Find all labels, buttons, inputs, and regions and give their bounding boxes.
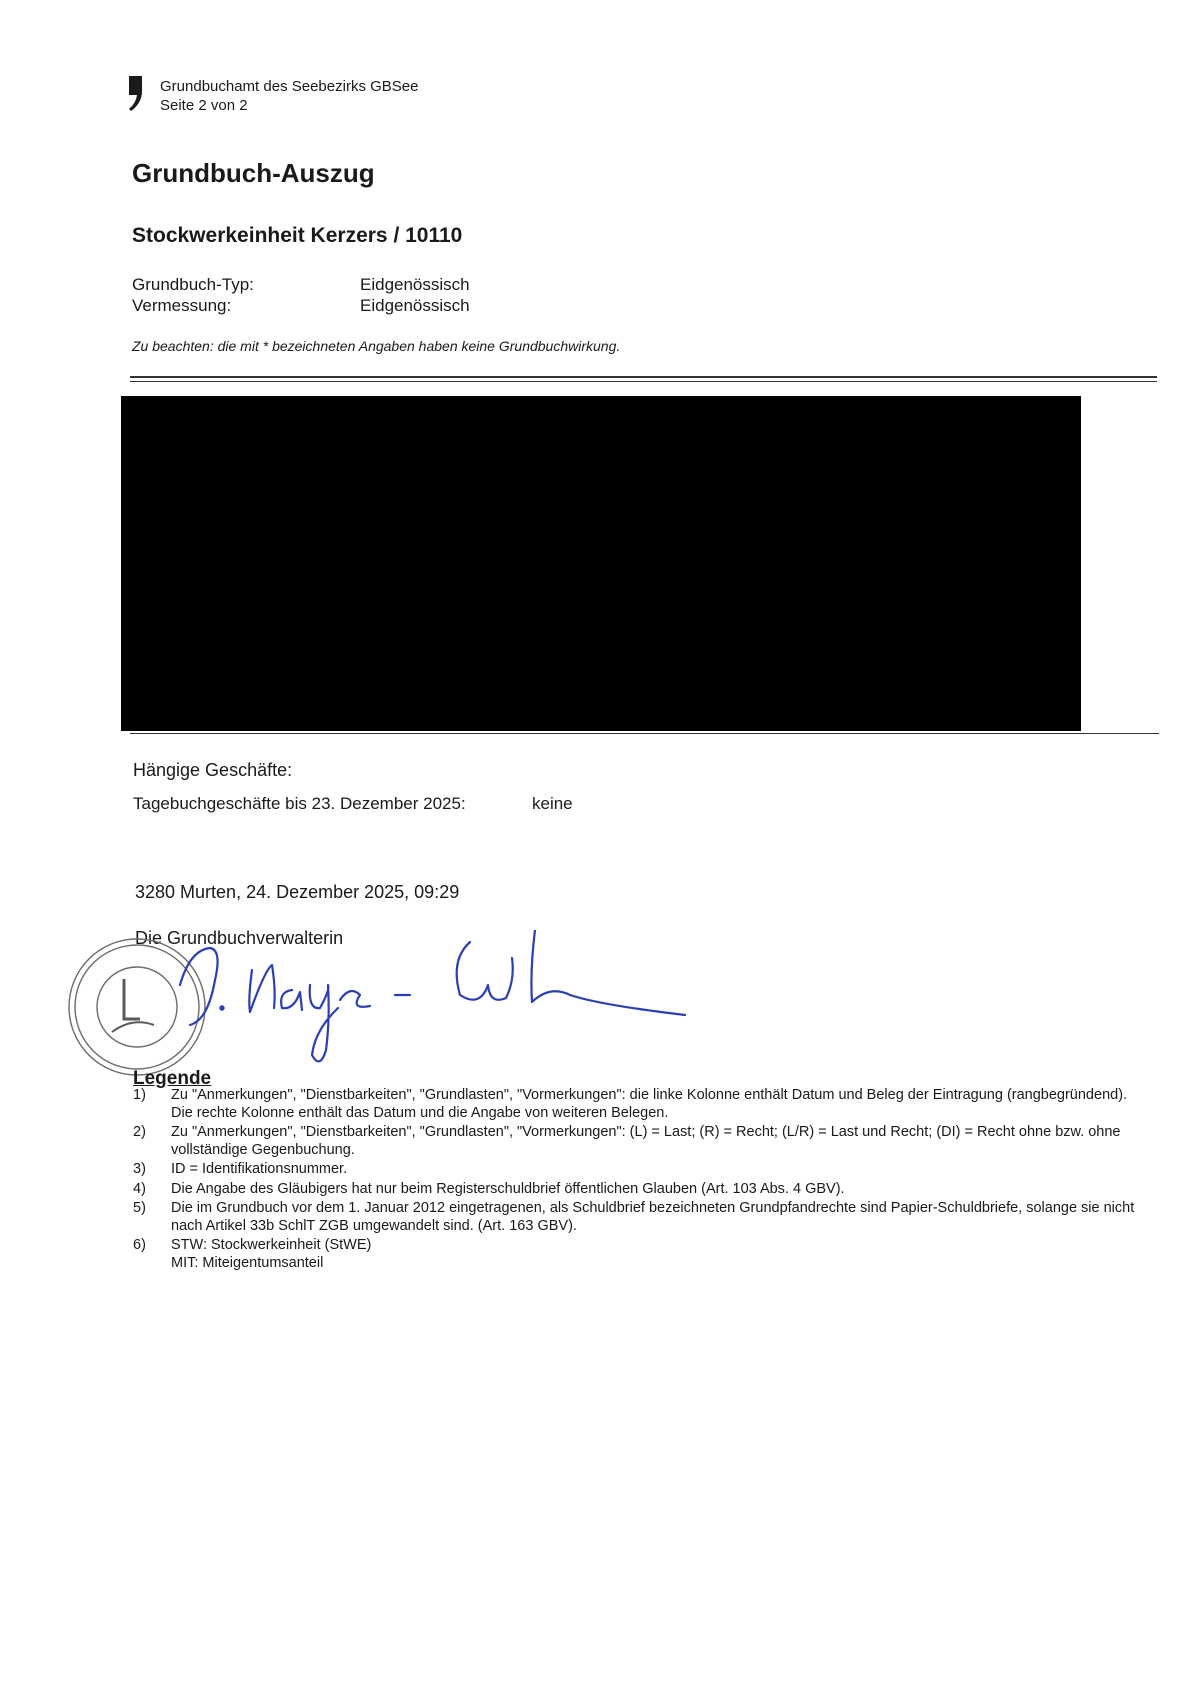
divider-top-secondary	[130, 381, 1157, 382]
legend-item-number: 6)	[133, 1237, 146, 1253]
legend-item	[133, 1181, 1143, 1199]
divider-top	[130, 376, 1157, 378]
grundbuch-typ-label: Grundbuch-Typ:	[132, 275, 254, 294]
legend-item-number: 2)	[133, 1124, 146, 1140]
document-header	[160, 77, 418, 115]
document-subtitle: Stockwerkeinheit Kerzers / 10110	[132, 224, 463, 247]
disclaimer-note: Zu beachten: die mit * bezeichneten Angaben haben keine Grundbuchwirkung.	[132, 338, 621, 354]
legend-item	[133, 1124, 1143, 1159]
legend-item-text: Die Angabe des Gläubigers hat nur beim Registerschuldbrief öffentlichen Glauben (Art. 103 Abs. 4 GBV).	[171, 1180, 845, 1197]
pending-label: Tagebuchgeschäfte bis 23. Dezember 2025:	[133, 794, 466, 813]
office-name: Grundbuchamt des Seebezirks GBSee	[160, 78, 419, 95]
legend-item	[133, 1200, 1143, 1235]
legend-item-number: 3)	[133, 1161, 146, 1177]
handwritten-signature	[170, 930, 690, 1075]
legend-item	[133, 1161, 1143, 1179]
legend-item-number: 1)	[133, 1087, 146, 1103]
canton-logo-icon	[128, 76, 146, 112]
legend-item-text: Zu "Anmerkungen", "Dienstbarkeiten", "Grundlasten", "Vormerkungen": (L) = Last; (R) = Recht; (L/R) = Last und Recht; (DI) = Recht ohne bzw. ohne vollständige Gegenbuchung.	[171, 1124, 1121, 1158]
place-date: 3280 Murten, 24. Dezember 2025, 09:29	[135, 882, 460, 902]
document-title: Grundbuch-Auszug	[132, 158, 375, 188]
page-number: Seite 2 von 2	[160, 97, 248, 114]
legend-item-text: STW: Stockwerkeinheit (StWE)	[171, 1237, 372, 1253]
vermessung-label: Vermessung:	[132, 296, 232, 315]
divider-bottom	[130, 733, 1159, 734]
legend-item-number: 4)	[133, 1180, 146, 1197]
legend-item-text-group	[171, 1237, 1143, 1272]
grundbuch-typ-value: Eidgenössisch	[360, 275, 470, 294]
signer-title: Die Grundbuchverwalterin	[135, 928, 344, 948]
redacted-section	[121, 396, 1081, 731]
vermessung-value: Eidgenössisch	[360, 296, 470, 315]
legend-title: Legende	[133, 1068, 212, 1089]
legend-item-text: ID = Identifikationsnummer.	[171, 1161, 348, 1177]
legend-item-text: Zu "Anmerkungen", "Dienstbarkeiten", "Grundlasten", "Vormerkungen": die linke Kolonne enthält Datum und Beleg der Eintragung (rangbegründend). Die rechte Kolonne enthält das Datum und die Angabe von weiteren Belegen.	[171, 1087, 1128, 1121]
legend-item	[133, 1087, 1143, 1122]
pending-title: Hängige Geschäfte:	[133, 760, 293, 780]
legend-item-text-extra: MIT: Miteigentumsanteil	[171, 1254, 324, 1271]
legend-item-text: Die im Grundbuch vor dem 1. Januar 2012 eingetragenen, als Schuldbrief bezeichneten Grundpfandrechte sind Papier-Schuldbriefe, solange sie nicht nach Artikel 33b SchlT ZGB umgewandelt sind. (Art. 163 GBV).	[171, 1200, 1135, 1234]
legend-item	[133, 1237, 1143, 1272]
legend-item-number: 5)	[133, 1200, 146, 1216]
legend-list	[133, 1087, 1143, 1274]
pending-value: keine	[532, 794, 573, 813]
